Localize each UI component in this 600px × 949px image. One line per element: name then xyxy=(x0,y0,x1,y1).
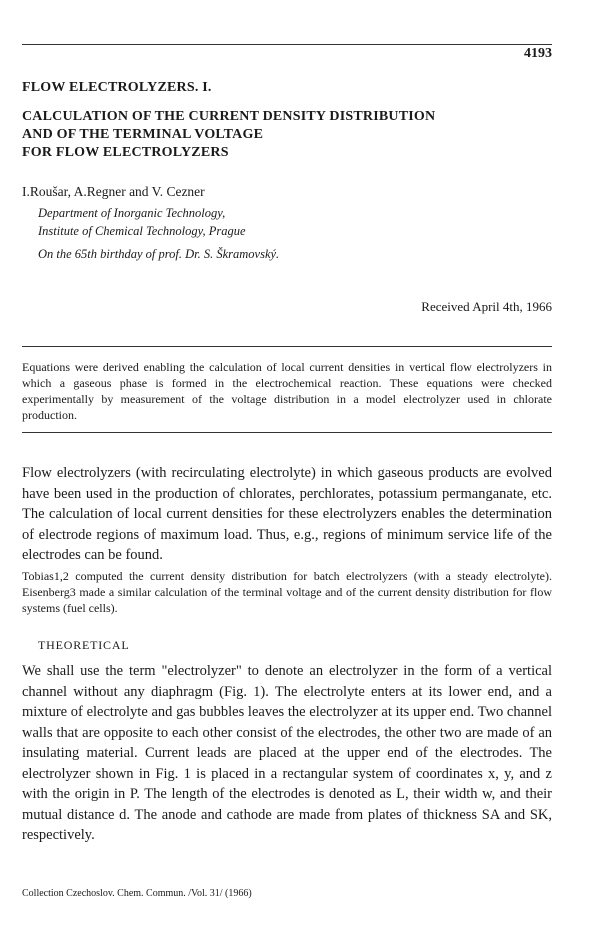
abstract-top-rule xyxy=(22,346,552,347)
series-title: FLOW ELECTROLYZERS. I. xyxy=(22,80,212,95)
title-line: FOR FLOW ELECTROLYZERS xyxy=(22,145,229,160)
authors: I.Roušar, A.Regner and V. Cezner xyxy=(22,184,205,199)
references-paragraph: Tobias1,2 computed the current density distribution for batch electrolyzers (with a steady electrolyte). Eisenberg3 made a similar calculation of the terminal voltage and of the current density distribution for flow systems (fuel cells). xyxy=(22,569,552,615)
paper-title xyxy=(22,108,435,162)
title-line: CALCULATION OF THE CURRENT DENSITY DISTRIBUTION xyxy=(22,109,436,124)
received-date: Received April 4th, 1966 xyxy=(421,299,552,314)
abstract-bottom-rule xyxy=(22,432,552,433)
journal-footer: Collection Czechoslov. Chem. Commun. /Vol. 31/ (1966) xyxy=(22,888,252,899)
abstract: Equations were derived enabling the calculation of local current densities in vertical flow electrolyzers in which a gaseous phase is formed in the electrochemical reaction. These equations were checked experimentally by measurement of the voltage distribution in a model electrolyzer used in chlorate production. xyxy=(22,360,552,422)
theory-paragraph: We shall use the term "electrolyzer" to denote an electrolyzer in the form of a vertical channel without any diaphragm (Fig. 1). The electrolyte enters at its lower end, and a mixture of electrolyte and gas bubbles leaves the electrolyzer at its upper end. Two channel walls that are opposite to each other consist of the electrodes, the other two are made of an insulating material. Current leads are placed at the upper end of the electrodes. The electrolyzer shown in Fig. 1 is placed in a rectangular system of coordinates x, y, and z with the origin in P. The length of the electrodes is denoted as L, their width w, and their mutual distance d. The anode and cathode are made from plates of thickness SA and SK, respectively. xyxy=(22,663,552,843)
affiliation-institute: Institute of Chemical Technology, Prague xyxy=(38,224,246,238)
affiliation-department: Department of Inorganic Technology, xyxy=(38,206,226,220)
page-number: 4193 xyxy=(524,46,552,61)
top-rule xyxy=(22,44,552,45)
intro-paragraph: Flow electrolyzers (with recirculating electrolyte) in which gaseous products are evolved have been used in the production of chlorates, perchlorates, potassium permanganate, etc. The calculation of local current densities for these electrolyzers enables the determination of electrode regions of maximum load. Thus, e.g., regions of minimum service life of the electrodes can be found. xyxy=(22,465,552,563)
dedication: On the 65th birthday of prof. Dr. S. Škramovský. xyxy=(38,247,280,261)
title-line: AND OF THE TERMINAL VOLTAGE xyxy=(22,127,264,142)
section-heading: THEORETICAL xyxy=(38,638,130,652)
